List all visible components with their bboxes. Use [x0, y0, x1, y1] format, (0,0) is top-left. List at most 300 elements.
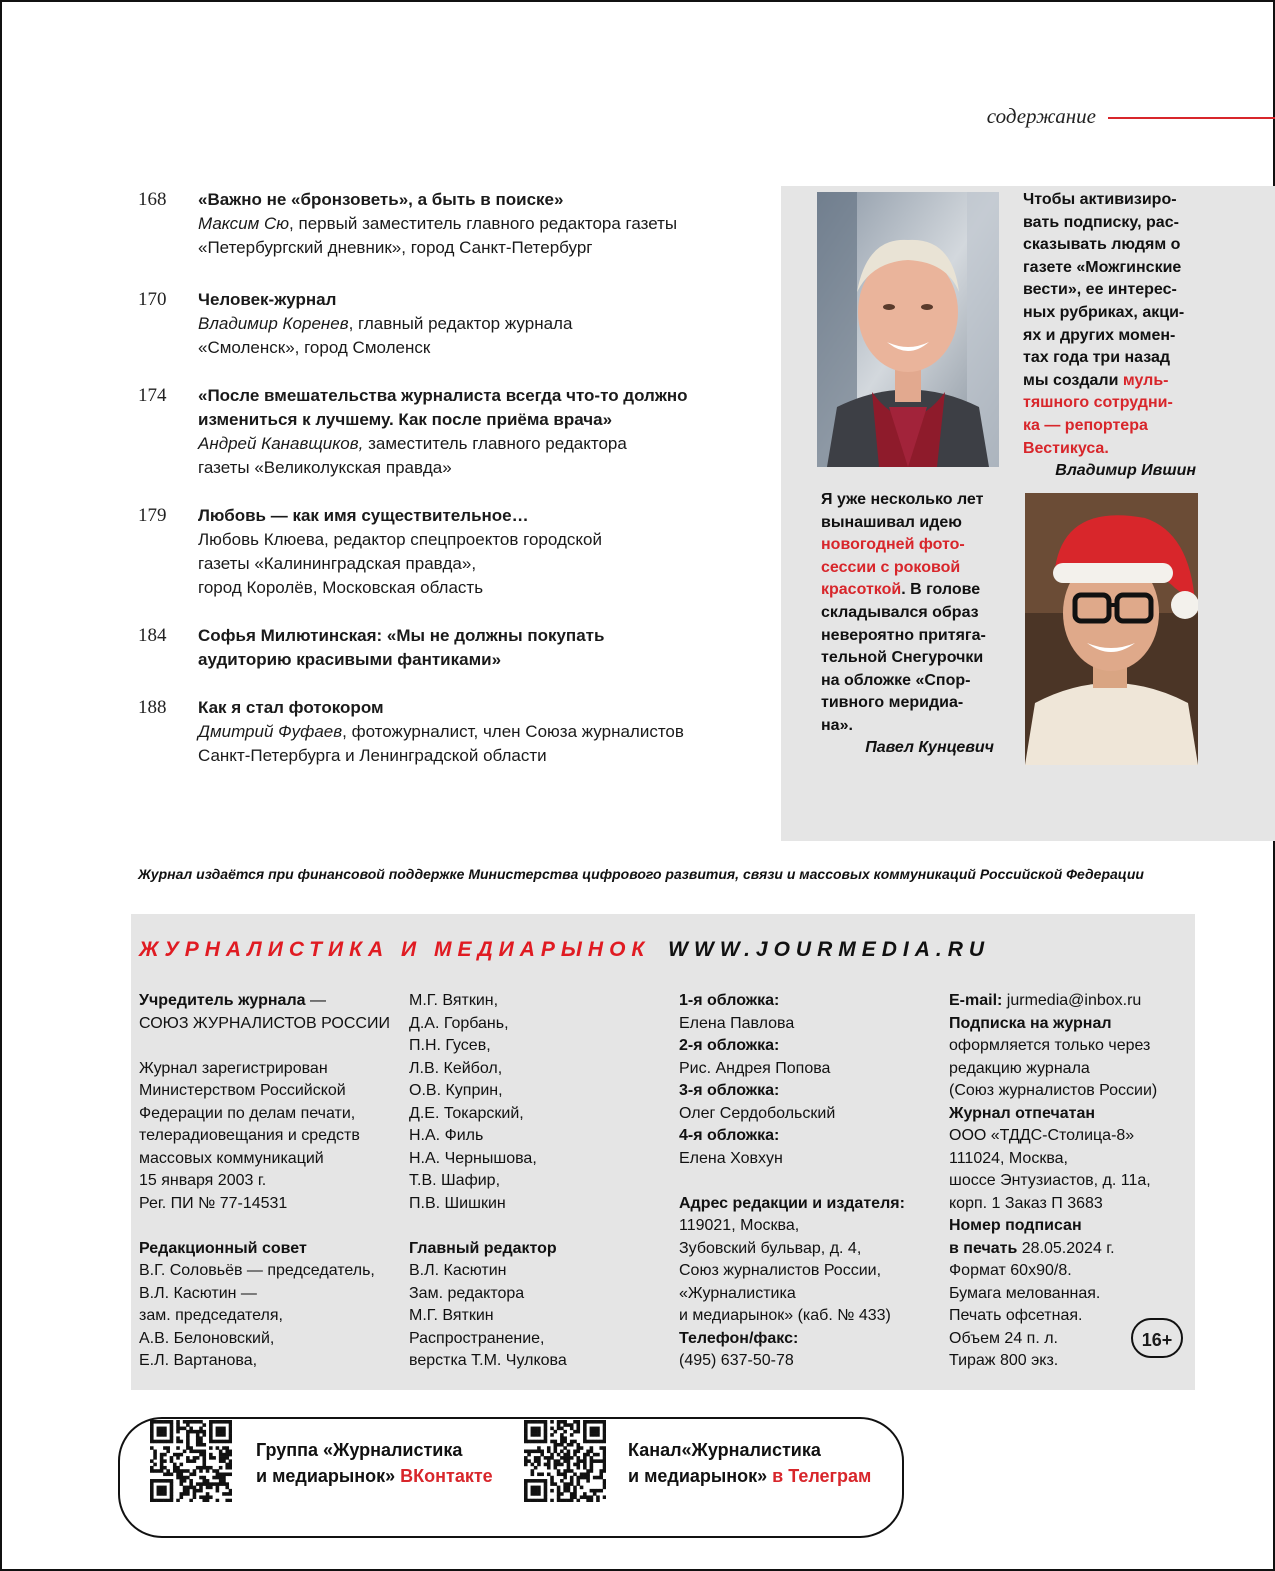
masthead-col-credits	[679, 990, 905, 1373]
masthead-label: Номер подписан	[949, 1217, 1082, 1234]
qr-module	[527, 1479, 531, 1483]
qr-module	[603, 1427, 606, 1431]
qr-module	[157, 1433, 161, 1437]
qr-module	[524, 1489, 528, 1493]
qr-module	[216, 1482, 220, 1486]
masthead-line	[949, 1260, 1157, 1283]
qr-module	[563, 1453, 567, 1457]
masthead-line	[949, 1035, 1157, 1058]
qr-module	[524, 1450, 528, 1454]
masthead-value: «Журналистика	[679, 1284, 796, 1302]
masthead-value: Зам. редактора	[409, 1284, 525, 1302]
qr-module	[163, 1420, 167, 1424]
masthead-value: 28.05.2024 г.	[1017, 1239, 1115, 1257]
qr-module	[186, 1440, 190, 1444]
qr-module	[560, 1450, 564, 1454]
masthead-line	[679, 1058, 905, 1081]
qr-module	[603, 1463, 606, 1467]
qr-module	[225, 1492, 229, 1496]
qr-module	[183, 1450, 187, 1454]
qr-module	[527, 1440, 531, 1444]
qr-module	[216, 1446, 220, 1450]
qr-module	[550, 1456, 554, 1460]
qr-module	[557, 1469, 561, 1473]
qr-module	[583, 1420, 587, 1424]
qr-module	[563, 1446, 567, 1450]
qr-module	[540, 1472, 544, 1476]
qr-module	[531, 1420, 535, 1424]
qr-module	[524, 1482, 528, 1486]
qr-module	[153, 1420, 157, 1424]
masthead-label: Адрес редакции и издателя:	[679, 1194, 905, 1212]
qr-module	[186, 1446, 190, 1450]
qr-module	[160, 1492, 164, 1496]
qr-module	[196, 1433, 200, 1437]
qr-module	[547, 1450, 551, 1454]
masthead-value: Елена Павлова	[679, 1014, 795, 1032]
qr-module	[534, 1459, 538, 1463]
qr-module	[531, 1492, 535, 1496]
qr-module	[537, 1459, 541, 1463]
masthead-line	[409, 1125, 567, 1148]
qr-module	[153, 1479, 157, 1483]
qr-module	[583, 1463, 587, 1467]
qr-module	[186, 1423, 190, 1427]
qr-module	[206, 1486, 210, 1490]
qr-module	[590, 1440, 594, 1444]
qr-module	[537, 1463, 541, 1467]
qr-module	[170, 1489, 174, 1493]
qr-module	[544, 1482, 548, 1486]
qr-module	[199, 1495, 203, 1499]
vk-link[interactable]: ВКонтакте	[400, 1466, 493, 1486]
qr-module	[554, 1466, 558, 1470]
masthead-line	[409, 1035, 567, 1058]
qr-module	[199, 1486, 203, 1490]
qr-module	[586, 1495, 590, 1499]
qr-module	[560, 1440, 564, 1444]
qr-module	[193, 1459, 197, 1463]
toc-page-number: 184	[138, 625, 167, 646]
masthead-value: СОЮЗ ЖУРНАЛИСТОВ РОССИИ	[139, 1014, 390, 1032]
qr-module	[150, 1479, 154, 1483]
masthead-line	[949, 1148, 1157, 1171]
qr-module	[202, 1443, 206, 1447]
qr-module	[229, 1459, 232, 1463]
qr-module	[150, 1427, 154, 1431]
qr-module	[524, 1420, 528, 1424]
brand-url[interactable]: WWW.JOURMEDIA.RU	[668, 938, 991, 961]
quote-line: ка — репортера	[1023, 416, 1148, 434]
masthead-value: шоссе Энтузиастов, д. 11а,	[949, 1172, 1151, 1189]
age-rating-badge: 16+	[1131, 1318, 1183, 1358]
qr-module	[527, 1459, 531, 1463]
masthead-line	[409, 1305, 567, 1328]
quote-author-kuntsevich: Павел Кунцевич	[865, 739, 994, 756]
qr-module	[567, 1443, 571, 1447]
toc-author: Дмитрий Фуфаев	[198, 722, 343, 741]
qr-module	[209, 1430, 213, 1434]
quote-highlight: муль-	[1122, 371, 1169, 389]
qr-module	[180, 1482, 184, 1486]
social-telegram-text[interactable]	[628, 1437, 871, 1489]
qr-module	[534, 1433, 538, 1437]
qr-module	[550, 1482, 554, 1486]
qr-module	[225, 1446, 229, 1450]
qr-module	[199, 1453, 203, 1457]
vk-line-2	[256, 1463, 493, 1489]
qr-module	[196, 1430, 200, 1434]
qr-module	[150, 1436, 154, 1440]
qr-module	[189, 1499, 193, 1502]
qr-module	[183, 1420, 187, 1424]
qr-code-vk-icon[interactable]	[150, 1420, 232, 1507]
qr-module	[596, 1489, 600, 1493]
qr-module	[603, 1456, 606, 1460]
qr-module	[173, 1469, 177, 1473]
qr-module	[531, 1489, 535, 1493]
qr-module	[219, 1482, 223, 1486]
qr-module	[583, 1472, 587, 1476]
qr-module	[212, 1456, 216, 1460]
qr-module	[557, 1463, 561, 1467]
qr-module	[576, 1430, 580, 1434]
toc-author: Андрей Канавщиков,	[198, 434, 364, 453]
qr-module	[176, 1476, 180, 1480]
qr-module	[150, 1482, 154, 1486]
qr-module	[186, 1459, 190, 1463]
masthead-value: Н.А. Чернышова,	[409, 1149, 537, 1167]
qr-module	[222, 1446, 226, 1450]
masthead-line	[139, 1328, 390, 1351]
spacer	[139, 1215, 390, 1238]
qr-module	[193, 1430, 197, 1434]
qr-module	[596, 1427, 600, 1431]
qr-module	[186, 1492, 190, 1496]
qr-module	[586, 1472, 590, 1476]
qr-module	[225, 1456, 229, 1460]
qr-module	[180, 1440, 184, 1444]
qr-module	[170, 1420, 174, 1424]
qr-module	[180, 1479, 184, 1483]
qr-module	[209, 1495, 213, 1499]
qr-module	[547, 1463, 551, 1467]
qr-module	[229, 1440, 232, 1444]
qr-module	[196, 1482, 200, 1486]
qr-module	[196, 1443, 200, 1447]
masthead-value: зам. председателя,	[139, 1307, 283, 1324]
qr-module	[160, 1456, 164, 1460]
qr-module	[583, 1476, 587, 1480]
qr-module	[160, 1486, 164, 1490]
qr-module	[199, 1482, 203, 1486]
qr-module	[229, 1423, 232, 1427]
qr-module	[157, 1420, 161, 1424]
masthead-value: Т.В. Шафир,	[409, 1172, 501, 1189]
qr-module	[527, 1499, 531, 1502]
masthead-line	[949, 1103, 1157, 1126]
masthead-line	[139, 1260, 390, 1283]
qr-module	[544, 1492, 548, 1496]
masthead-value: Бумага мелованная.	[949, 1284, 1101, 1302]
qr-module	[554, 1482, 558, 1486]
qr-module	[153, 1440, 157, 1444]
qr-module	[229, 1499, 232, 1502]
qr-module	[596, 1433, 600, 1437]
qr-module	[150, 1492, 154, 1496]
qr-module	[567, 1482, 571, 1486]
toc-desc-line	[198, 576, 778, 600]
qr-module	[547, 1459, 551, 1463]
qr-module	[160, 1463, 164, 1467]
qr-module	[160, 1427, 164, 1431]
brand-name: ЖУРНАЛИСТИКА И МЕДИАРЫНОК	[139, 938, 651, 961]
masthead-value: М.Г. Вяткин	[409, 1307, 494, 1324]
qr-module	[554, 1450, 558, 1454]
social-vk-text[interactable]	[256, 1437, 493, 1489]
qr-module	[202, 1456, 206, 1460]
qr-module	[540, 1453, 544, 1457]
toc-title-line: «Важно не «бронзоветь», а быть в поиске»	[198, 190, 564, 209]
qr-module	[534, 1492, 538, 1496]
qr-module	[196, 1489, 200, 1493]
qr-module	[160, 1469, 164, 1473]
toc-desc-text: заместитель главного редактора	[363, 434, 627, 453]
qr-module	[229, 1430, 232, 1434]
qr-module	[544, 1489, 548, 1493]
qr-module	[199, 1466, 203, 1470]
qr-module	[590, 1430, 594, 1434]
qr-module	[150, 1430, 154, 1434]
masthead-value: и медиарынок» (каб. № 433)	[679, 1307, 891, 1324]
qr-module	[554, 1430, 558, 1434]
qr-module	[576, 1476, 580, 1480]
qr-module	[206, 1499, 210, 1502]
qr-module	[209, 1427, 213, 1431]
qr-module	[537, 1440, 541, 1444]
qr-module	[524, 1459, 528, 1463]
masthead-line	[409, 1193, 567, 1216]
qr-module	[219, 1420, 223, 1424]
qr-module	[189, 1482, 193, 1486]
qr-module	[547, 1466, 551, 1470]
toc-entry-body	[198, 384, 778, 480]
qr-module	[563, 1440, 567, 1444]
qr-module	[540, 1479, 544, 1483]
qr-module	[527, 1420, 531, 1424]
qr-module	[150, 1423, 154, 1427]
qr-module	[199, 1430, 203, 1434]
masthead-value: Министерством Российской	[139, 1082, 346, 1099]
qr-module	[576, 1459, 580, 1463]
qr-module	[583, 1433, 587, 1437]
qr-module	[193, 1489, 197, 1493]
qr-module	[170, 1492, 174, 1496]
qr-module	[537, 1499, 541, 1502]
qr-module	[199, 1436, 203, 1440]
qr-module	[166, 1440, 170, 1444]
qr-module	[196, 1456, 200, 1460]
qr-module	[166, 1450, 170, 1454]
toc-desc-text: , фотожурналист, член Союза журналистов	[342, 722, 684, 741]
qr-module	[170, 1427, 174, 1431]
qr-module	[170, 1430, 174, 1434]
qr-module	[573, 1463, 577, 1467]
masthead-label: Подписка на журнал	[949, 1014, 1112, 1032]
qr-module	[157, 1489, 161, 1493]
qr-module	[580, 1495, 584, 1499]
qr-module	[557, 1486, 561, 1490]
qr-module	[183, 1476, 187, 1480]
qr-module	[599, 1472, 603, 1476]
masthead-value: Формат 60х90/8.	[949, 1262, 1072, 1279]
qr-module	[557, 1499, 561, 1502]
telegram-link[interactable]: в Телеграм	[772, 1466, 872, 1486]
masthead-line	[949, 1013, 1157, 1036]
qr-module	[222, 1479, 226, 1483]
qr-module	[570, 1492, 574, 1496]
qr-module	[209, 1420, 213, 1424]
masthead-value: (Союз журналистов России)	[949, 1082, 1158, 1099]
qr-module	[216, 1469, 220, 1473]
qr-module	[176, 1423, 180, 1427]
qr-module	[567, 1463, 571, 1467]
qr-module	[163, 1433, 167, 1437]
quote-line: Вестикуса.	[1023, 439, 1109, 457]
qr-module	[206, 1479, 210, 1483]
qr-module	[222, 1456, 226, 1460]
toc-entry-body	[198, 696, 778, 768]
qr-module	[166, 1472, 170, 1476]
qr-module	[573, 1495, 577, 1499]
qr-module	[524, 1463, 528, 1467]
qr-module	[209, 1423, 213, 1427]
qr-module	[186, 1469, 190, 1473]
qr-module	[570, 1479, 574, 1483]
qr-module	[225, 1450, 229, 1454]
qr-module	[225, 1472, 229, 1476]
qr-module	[590, 1433, 594, 1437]
qr-module	[593, 1440, 597, 1444]
qr-module	[547, 1446, 551, 1450]
masthead-value: Д.Е. Токарский,	[409, 1104, 524, 1122]
qr-module	[580, 1472, 584, 1476]
qr-module	[540, 1450, 544, 1454]
masthead-line	[949, 1215, 1157, 1238]
qr-code-telegram-icon[interactable]	[524, 1420, 606, 1507]
qr-module	[576, 1479, 580, 1483]
qr-module	[193, 1486, 197, 1490]
qr-module	[160, 1466, 164, 1470]
masthead-label: 3-я обложка:	[679, 1082, 780, 1099]
masthead-col-imprint	[949, 990, 1157, 1373]
qr-module	[531, 1427, 535, 1431]
qr-module	[219, 1479, 223, 1483]
qr-module	[222, 1433, 226, 1437]
toc-desc-line	[198, 552, 778, 576]
qr-module	[229, 1436, 232, 1440]
qr-module	[180, 1427, 184, 1431]
masthead-line	[949, 1193, 1157, 1216]
qr-module	[531, 1486, 535, 1490]
qr-module	[576, 1420, 580, 1424]
qr-module	[225, 1499, 229, 1502]
qr-module	[557, 1420, 561, 1424]
qr-module	[180, 1495, 184, 1499]
qr-module	[557, 1489, 561, 1493]
masthead-value: Союз журналистов России,	[679, 1262, 882, 1279]
qr-module	[557, 1492, 561, 1496]
qr-module	[583, 1440, 587, 1444]
qr-module	[176, 1453, 180, 1457]
qr-module	[580, 1476, 584, 1480]
qr-module	[554, 1443, 558, 1447]
qr-module	[590, 1499, 594, 1502]
qr-module	[212, 1420, 216, 1424]
masthead-value: Олег Сердобольский	[679, 1104, 836, 1122]
qr-module	[576, 1466, 580, 1470]
qr-module	[219, 1456, 223, 1460]
qr-module	[573, 1472, 577, 1476]
toc-title-line: аудиторию красивыми фантиками»	[198, 650, 502, 669]
qr-module	[199, 1489, 203, 1493]
quote-highlight: красоткой	[821, 581, 902, 599]
quote-line	[821, 579, 1021, 602]
qr-module	[173, 1463, 177, 1467]
masthead-line	[679, 1125, 905, 1148]
quote-kuntsevich	[821, 489, 1021, 738]
qr-module	[183, 1479, 187, 1483]
qr-module	[586, 1450, 590, 1454]
qr-module	[212, 1476, 216, 1480]
qr-module	[524, 1433, 528, 1437]
qr-module	[603, 1466, 606, 1470]
masthead-col-board	[409, 990, 567, 1373]
toc-desc-line	[198, 528, 778, 552]
qr-module	[176, 1446, 180, 1450]
qr-module	[524, 1492, 528, 1496]
qr-module	[219, 1427, 223, 1431]
masthead-value: Объем 24 п. л.	[949, 1329, 1058, 1347]
qr-module	[563, 1499, 567, 1502]
qr-module	[567, 1486, 571, 1490]
quote-line: газете «Можгинские	[1023, 258, 1182, 276]
qr-module	[599, 1469, 603, 1473]
qr-module	[560, 1463, 564, 1467]
qr-module	[603, 1459, 606, 1463]
qr-module	[537, 1479, 541, 1483]
masthead-line	[139, 1080, 390, 1103]
qr-module	[186, 1476, 190, 1480]
qr-module	[212, 1440, 216, 1444]
qr-module	[567, 1499, 571, 1502]
qr-module	[225, 1466, 229, 1470]
quote-line: вести», ее интерес-	[1023, 281, 1177, 299]
qr-module	[557, 1459, 561, 1463]
quote-line: складывался образ	[821, 603, 979, 621]
qr-module	[596, 1476, 600, 1480]
qr-module	[150, 1459, 154, 1463]
qr-module	[593, 1489, 597, 1493]
qr-module	[173, 1466, 177, 1470]
qr-module	[206, 1466, 210, 1470]
qr-module	[183, 1469, 187, 1473]
qr-module	[199, 1469, 203, 1473]
qr-module	[583, 1436, 587, 1440]
masthead-line	[679, 1283, 905, 1306]
masthead-value: оформляется только через	[949, 1037, 1151, 1054]
qr-module	[557, 1423, 561, 1427]
